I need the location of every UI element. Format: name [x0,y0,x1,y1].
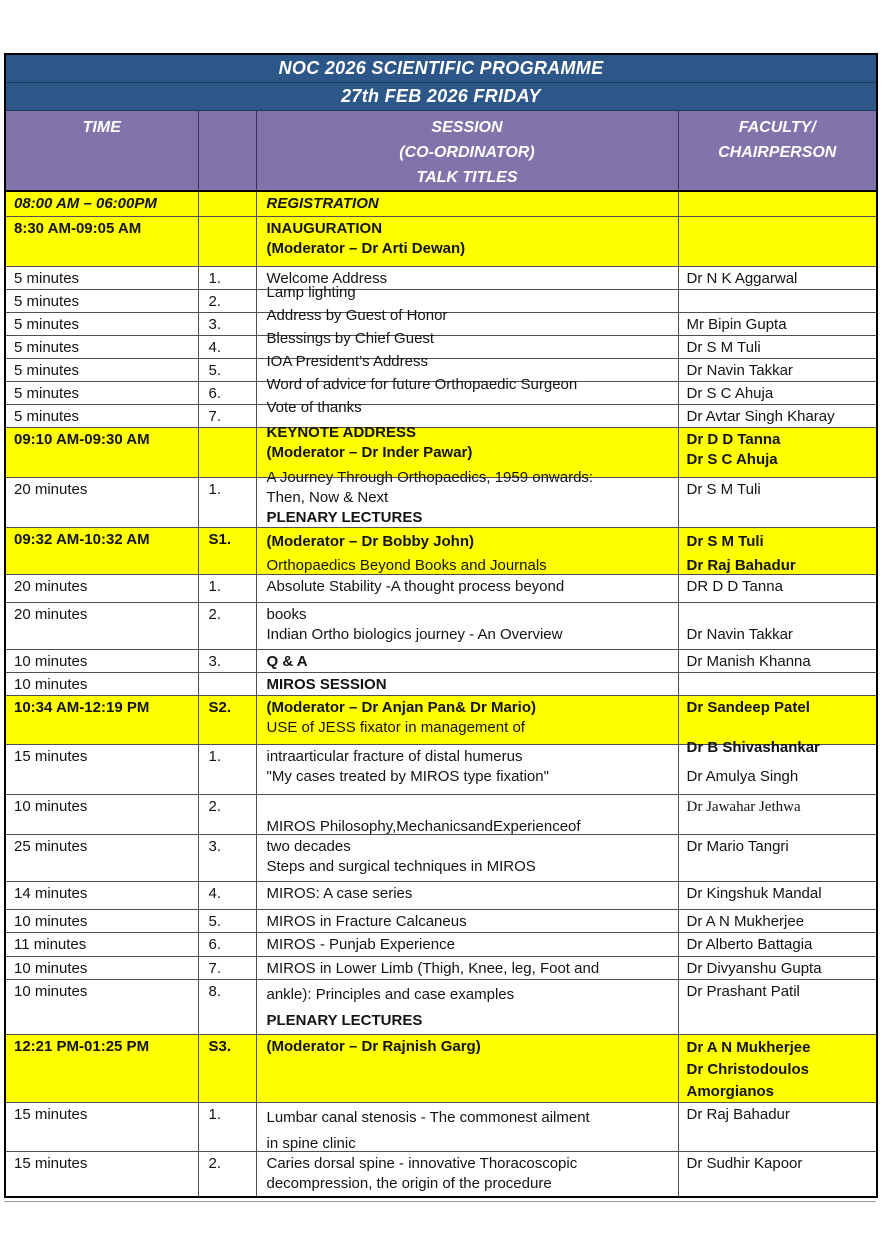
faculty-cell [678,404,877,427]
time-cell [5,956,198,979]
index-cell [198,1151,256,1197]
text-line: Dr Raj Bahadur [686,1105,790,1123]
col-header-blank [198,111,256,192]
session-cell [256,956,678,979]
table-row [5,1151,877,1197]
text-line: in spine clinic [266,1134,356,1152]
session-cell [256,602,678,649]
text-line: Dr Amulya Singh [686,767,799,785]
text-line: ankle): Principles and case examples [266,985,515,1003]
text-line: 4. [208,338,222,356]
column-header-row [5,111,877,192]
session-cell [256,1151,678,1197]
table-row [5,527,877,574]
text-line: Dr Navin Takkar [686,361,793,379]
text-line: 10 minutes [14,959,88,977]
text-line: 09:32 AM-10:32 AM [14,530,150,548]
index-cell [198,335,256,358]
time-cell [5,602,198,649]
text-line: 5. [208,361,222,379]
faculty-cell [678,381,877,404]
text-line: Dr Avtar Singh Kharay [686,407,835,425]
text-line: Mr Bipin Gupta [686,315,787,333]
table-row [5,834,877,881]
col-header-faculty [678,111,877,192]
text-line: Caries dorsal spine - innovative Thoracoscopic [266,1154,578,1172]
text-line: 5 minutes [14,384,80,402]
time-cell [5,477,198,527]
time-cell [5,266,198,289]
text-line: 6. [208,935,222,953]
time-cell [5,1151,198,1197]
programme-table [4,53,878,1198]
text-line: S3. [208,1037,232,1055]
index-cell [198,477,256,527]
index-cell [198,649,256,672]
faculty-cell [678,672,877,695]
text-line: Dr Jawahar Jethwa [686,798,801,815]
table-row [5,932,877,956]
text-line: MIROS SESSION [266,675,387,693]
text-line [267,797,672,817]
table-bottom-shadow [4,1201,876,1202]
session-cell [256,191,678,216]
faculty-cell [678,266,877,289]
index-cell [198,932,256,956]
text-line: Orthopaedics Beyond Books and Journals [266,556,547,574]
index-cell [198,404,256,427]
text-line: 10 minutes [14,675,88,693]
text-line: Dr S C Ahuja [686,450,778,468]
text-line: (Moderator – Dr Inder Pawar) [266,443,473,461]
index-cell [198,358,256,381]
time-cell [5,881,198,909]
time-cell [5,979,198,1034]
text-line: Steps and surgical techniques in MIROS [266,857,536,875]
text-line: Dr D D Tanna [686,430,781,448]
time-cell [5,672,198,695]
time-cell [5,404,198,427]
text-line: Dr Raj Bahadur [686,556,796,574]
text-line: Word of advice for future Orthopaedic Surgeon [266,375,578,393]
text-line: 2. [208,605,222,623]
faculty-cell [678,574,877,602]
table-row [5,881,877,909]
text-line: KEYNOTE ADDRESS [266,423,416,441]
faculty-cell [678,427,877,477]
faculty-cell [678,932,877,956]
faculty-cell [678,216,877,266]
col-header-session [256,111,678,192]
time-cell [5,289,198,312]
text-line: IOA President’s Address [266,352,428,370]
text-line: 2. [208,797,222,815]
text-line: Dr Sandeep Patel [686,698,810,716]
text-line: Dr Mario Tangri [686,837,789,855]
table-row [5,794,877,834]
time-cell [5,794,198,834]
text-line: 7. [208,959,222,977]
index-cell [198,574,256,602]
index-cell [198,602,256,649]
text-line: 1. [208,269,222,287]
text-line: 15 minutes [14,1105,88,1123]
faculty-cell [678,527,877,574]
col-header-time: TIME [5,111,198,192]
text-line: Q & A [266,652,308,670]
text-line: 1. [208,747,222,765]
text-line [687,605,873,625]
time-cell [5,191,198,216]
text-line [209,675,252,695]
text-line [687,718,873,738]
index-cell [198,672,256,695]
text-line: two decades [266,837,351,855]
time-cell [5,909,198,932]
text-line: 15 minutes [14,1154,88,1172]
col-header-faculty-line: CHAIRPERSON [718,144,837,161]
text-line: intraarticular fracture of distal humerus [266,747,523,765]
index-cell [198,909,256,932]
text-line: 20 minutes [14,480,88,498]
text-line: Dr Prashant Patil [686,982,800,1000]
text-line: MIROS in Fracture Calcaneus [266,912,467,930]
index-cell [198,695,256,744]
text-line: 25 minutes [14,837,88,855]
time-cell [5,834,198,881]
text-line: "My cases treated by MIROS type fixation" [266,767,549,785]
text-line: decompression, the origin of the procedure [266,1174,552,1192]
session-cell [256,909,678,932]
text-line: (Moderator – Dr Bobby John) [266,532,475,550]
time-cell [5,427,198,477]
table-row [5,649,877,672]
table-row [5,1034,877,1102]
text-line: 5 minutes [14,269,80,287]
text-line: Dr Divyanshu Gupta [686,959,822,977]
index-cell [198,744,256,794]
text-line: 1. [208,577,222,595]
text-line: Dr S M Tuli [686,338,761,356]
index-cell [198,527,256,574]
text-line: Dr A N Mukherjee [686,1038,811,1056]
text-line: REGISTRATION [266,195,379,212]
text-line: USE of JESS fixator in management of [266,718,525,736]
text-line: Dr S M Tuli [686,480,761,498]
col-header-session-line: TALK TITLES [416,169,518,186]
col-header-session-line: (CO-ORDINATOR) [399,144,535,161]
text-line [209,194,252,214]
time-cell [5,744,198,794]
text-line: books [266,605,307,623]
text-line: 12:21 PM-01:25 PM [14,1037,150,1055]
faculty-cell [678,477,877,527]
text-line: 7. [208,407,222,425]
text-line: Blessings by Chief Guest [266,329,435,347]
index-cell [198,794,256,834]
text-line: 15 minutes [14,747,88,765]
text-line: 09:10 AM-09:30 AM [14,430,150,448]
faculty-cell [678,312,877,335]
session-cell [256,1102,678,1151]
faculty-cell [678,834,877,881]
text-line: 10 minutes [14,982,88,1000]
time-cell [5,358,198,381]
time-cell [5,527,198,574]
time-cell [5,381,198,404]
text-line: 10 minutes [14,652,88,670]
text-line: Vote of thanks [266,398,362,416]
text-line: 8:30 AM-09:05 AM [14,219,142,237]
text-line: MIROS in Lower Limb (Thigh, Knee, leg, Foot and [266,959,600,977]
text-line: 2. [208,292,222,310]
col-header-session-line: SESSION [431,119,503,136]
text-line: 10 minutes [14,912,88,930]
table-row [5,216,877,266]
table-row [5,909,877,932]
table-row [5,695,877,744]
faculty-cell [678,1034,877,1102]
index-cell [198,1102,256,1151]
session-cell [256,574,678,602]
table-row [5,979,877,1034]
text-line: 10:34 AM-12:19 PM [14,698,150,716]
index-cell [198,312,256,335]
time-cell [5,695,198,744]
text-line: MIROS Philosophy,MechanicsandExperienceof [266,817,581,835]
time-cell [5,932,198,956]
text-line: S2. [208,698,232,716]
time-cell [5,1034,198,1102]
text-line: 1. [208,480,222,498]
time-cell [5,312,198,335]
faculty-cell [678,1102,877,1151]
text-line: 4. [208,884,222,902]
faculty-cell [678,649,877,672]
index-cell [198,216,256,266]
index-cell [198,834,256,881]
text-line: Dr B Shivashankar [686,738,820,756]
text-line: INAUGURATION [266,219,383,237]
text-line: 14 minutes [14,884,88,902]
text-line: 5 minutes [14,315,80,333]
text-line: 1. [208,1105,222,1123]
table-row [5,477,877,527]
faculty-cell [678,289,877,312]
session-cell [256,881,678,909]
col-header-faculty-line: FACULTY/ [738,119,816,136]
text-line: PLENARY LECTURES [266,1011,423,1029]
faculty-cell [678,909,877,932]
programme-date: 27th FEB 2026 FRIDAY [5,83,877,111]
text-line: Then, Now & Next [266,488,389,506]
programme-table-body [5,54,877,1197]
text-line: Welcome Address [266,269,388,287]
text-line: Dr Navin Takkar [686,625,793,643]
faculty-cell [678,881,877,909]
session-cell [256,932,678,956]
text-line: Indian Ortho biologics journey - An Overview [266,625,563,643]
session-cell [256,834,678,881]
table-row [5,574,877,602]
index-cell [198,956,256,979]
table-row [5,672,877,695]
text-line: Dr Manish Khanna [686,652,811,670]
text-line: Lamp lighting [266,283,356,301]
text-line: 08:00 AM – 06:00PM [14,195,157,212]
text-line: 8. [208,982,222,1000]
session-cell [256,695,678,744]
text-line: 6. [208,384,222,402]
time-cell [5,216,198,266]
text-line: Dr S M Tuli [686,532,764,550]
text-line: DR D D Tanna [686,577,783,595]
text-line: Address by Guest of Honor [266,306,448,324]
text-line: Lumbar canal stenosis - The commonest ailment [266,1108,590,1126]
text-line: 3. [208,837,222,855]
text-line: 10 minutes [14,797,88,815]
session-cell [256,468,678,527]
text-line: 5. [208,912,222,930]
title-row [5,54,877,83]
session-cell [256,1034,678,1102]
session-cell [256,527,678,574]
faculty-cell [678,1151,877,1197]
time-cell [5,649,198,672]
index-cell [198,427,256,477]
faculty-cell [678,695,877,756]
text-line: 5 minutes [14,361,80,379]
text-line: S1. [208,530,232,548]
index-cell [198,979,256,1034]
faculty-cell [678,979,877,1034]
faculty-cell [678,794,877,834]
text-line: MIROS - Punjab Experience [266,935,455,953]
text-line [209,430,252,450]
text-line: 20 minutes [14,577,88,595]
text-line: Dr Christodoulos [686,1060,809,1078]
text-line: (Moderator – Dr Rajnish Garg) [266,1037,481,1055]
text-line: 3. [208,652,222,670]
table-row [5,191,877,216]
table-row [5,956,877,979]
text-line: 5 minutes [14,292,80,310]
text-line: 20 minutes [14,605,88,623]
faculty-cell [678,191,877,216]
text-line: (Moderator – Dr Arti Dewan) [266,239,466,257]
index-cell [198,289,256,312]
date-row [5,83,877,111]
text-line: Dr Alberto Battagia [686,935,813,953]
text-line: (Moderator – Dr Anjan Pan& Dr Mario) [266,698,536,716]
index-cell [198,881,256,909]
text-line: PLENARY LECTURES [266,508,423,526]
programme-title: NOC 2026 SCIENTIFIC PROGRAMME [5,54,877,83]
text-line: 5 minutes [14,338,80,356]
table-row [5,1102,877,1151]
session-cell [256,744,678,794]
text-line: Dr A N Mukherjee [686,912,805,930]
text-line: Dr Sudhir Kapoor [686,1154,803,1172]
time-cell [5,335,198,358]
text-line: 11 minutes [14,935,87,953]
text-line: Dr N K Aggarwal [686,269,798,287]
index-cell [198,381,256,404]
text-line: 3. [208,315,222,333]
faculty-cell [678,602,877,649]
session-cell [256,979,678,1034]
text-line: Dr Kingshuk Mandal [686,884,822,902]
text-line: Amorgianos [686,1082,775,1100]
time-cell [5,1102,198,1151]
text-line: 5 minutes [14,407,80,425]
session-cell [256,794,678,834]
index-cell [198,266,256,289]
session-cell [256,649,678,672]
table-row [5,602,877,649]
time-cell [5,574,198,602]
faculty-cell [678,335,877,358]
index-cell [198,191,256,216]
session-cell [256,216,678,266]
text-line: Absolute Stability -A thought process beyond [266,577,565,595]
index-cell [198,1034,256,1102]
text-line: Dr S C Ahuja [686,384,774,402]
text-line [209,219,252,239]
faculty-cell [678,358,877,381]
text-line: MIROS: A case series [266,884,413,902]
faculty-cell [678,956,877,979]
text-line: 2. [208,1154,222,1172]
session-cell [256,672,678,695]
text-line: A Journey Through Orthopaedics, 1959 onwards: [266,468,594,486]
